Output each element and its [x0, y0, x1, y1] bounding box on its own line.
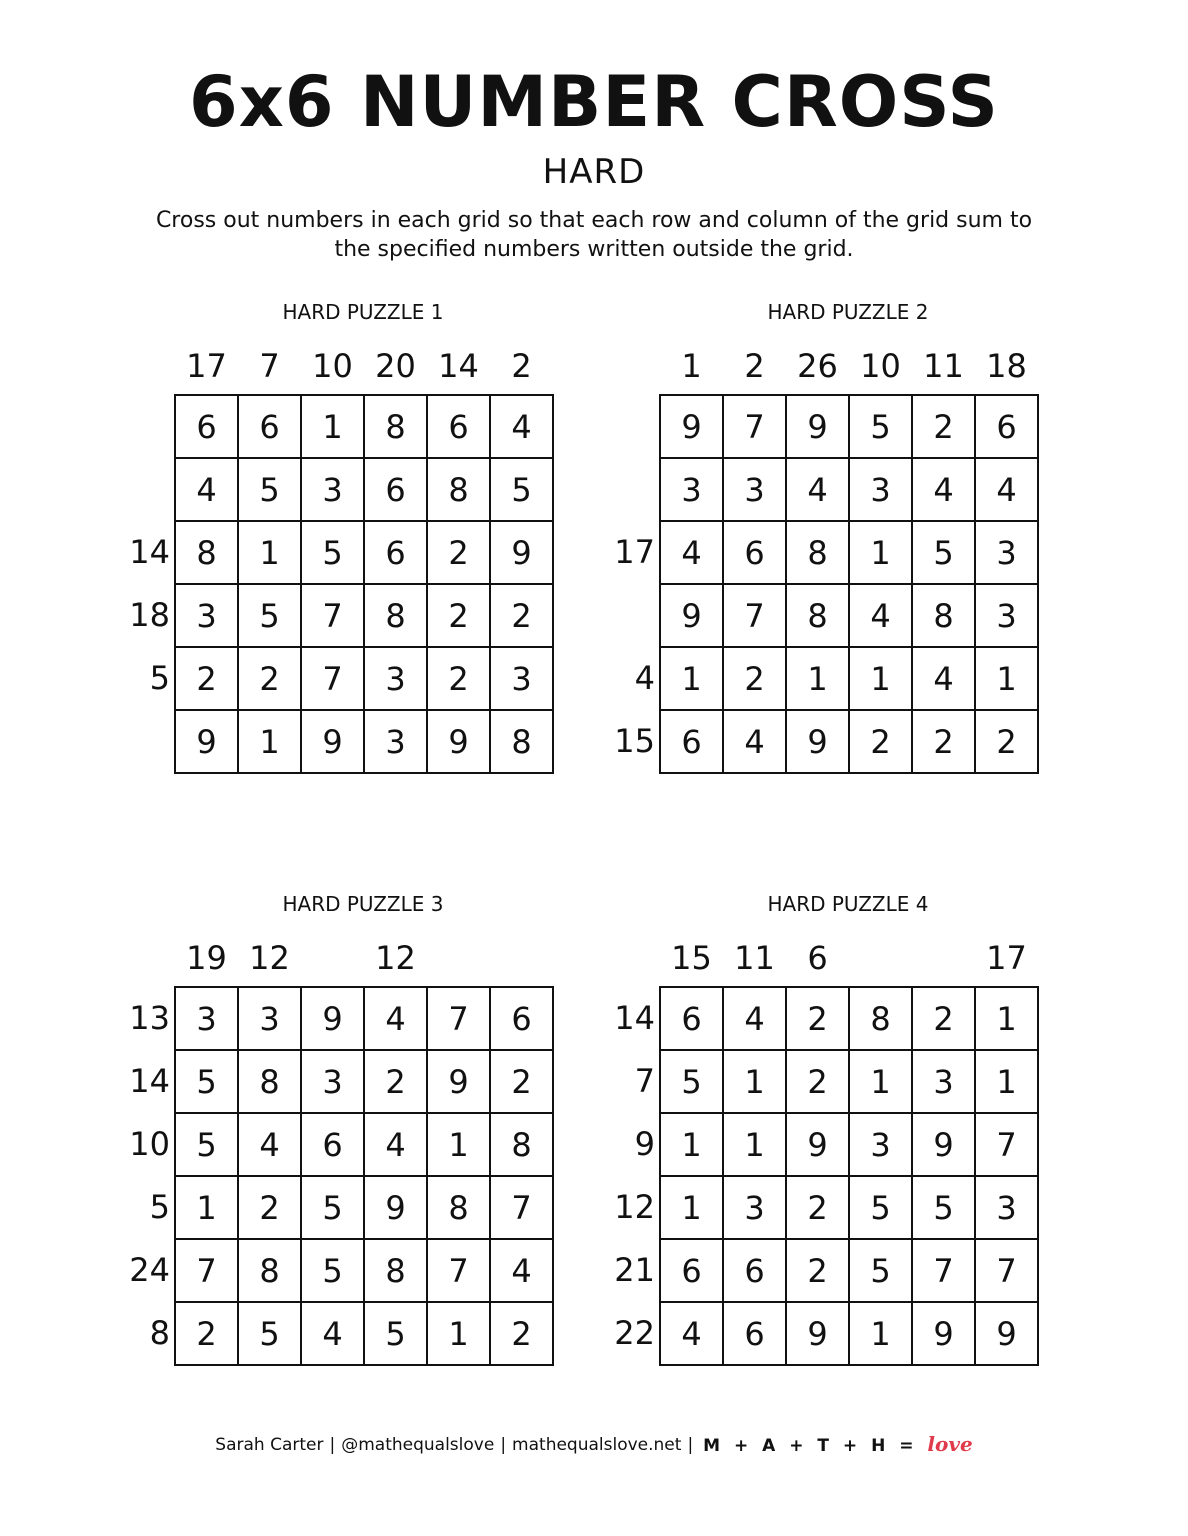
grid-cell[interactable]: 8 [428, 459, 489, 520]
row-clue: 18 [129, 596, 170, 634]
grid-cell[interactable]: 4 [724, 711, 785, 772]
grid-cell[interactable]: 2 [976, 711, 1037, 772]
grid-cell[interactable]: 6 [724, 522, 785, 583]
column-clue: 17 [986, 939, 1027, 977]
puzzle-title: HARD PUZZLE 4 [767, 892, 929, 916]
grid-cell[interactable]: 8 [239, 1051, 300, 1112]
grid-cell[interactable]: 2 [913, 988, 974, 1049]
column-clue: 12 [249, 939, 290, 977]
grid-cell[interactable]: 4 [365, 988, 426, 1049]
grid-cell[interactable]: 5 [302, 1240, 363, 1301]
grid-cell[interactable]: 2 [913, 396, 974, 457]
grid-cell[interactable]: 9 [491, 522, 552, 583]
grid-cell[interactable]: 7 [428, 1240, 489, 1301]
logo-text: M + A + T + H = [703, 1436, 918, 1456]
grid-cell[interactable]: 1 [661, 1177, 722, 1238]
grid-cell[interactable]: 2 [787, 988, 848, 1049]
grid-cell[interactable]: 6 [428, 396, 489, 457]
grid-cell[interactable]: 8 [787, 585, 848, 646]
grid-cell[interactable]: 1 [661, 648, 722, 709]
puzzle-1 [112, 300, 582, 800]
row-clue: 14 [129, 1062, 170, 1100]
grid-cell[interactable]: 6 [661, 1240, 722, 1301]
grid-cell[interactable]: 3 [976, 522, 1037, 583]
row-clue: 15 [614, 722, 655, 760]
row-clue: 7 [634, 1062, 655, 1100]
page-title: 6x6 NUMBER CROSS [189, 61, 999, 143]
row-clue: 24 [129, 1251, 170, 1289]
grid-cell[interactable]: 7 [724, 396, 785, 457]
grid-cell[interactable]: 5 [491, 459, 552, 520]
footer-separator: | [500, 1435, 507, 1455]
grid-cell[interactable]: 1 [850, 522, 911, 583]
grid-cell[interactable]: 2 [428, 585, 489, 646]
grid-cell[interactable]: 3 [302, 1051, 363, 1112]
grid-cell[interactable]: 1 [239, 711, 300, 772]
grid-cell[interactable]: 6 [661, 711, 722, 772]
grid-cell[interactable]: 3 [176, 988, 237, 1049]
grid-cell[interactable]: 1 [661, 1114, 722, 1175]
column-clue: 26 [797, 347, 838, 385]
grid-cell[interactable]: 9 [787, 711, 848, 772]
column-clue: 2 [744, 347, 765, 385]
grid-cell[interactable]: 3 [302, 459, 363, 520]
grid-cell[interactable]: 1 [850, 648, 911, 709]
row-clue: 8 [149, 1314, 170, 1352]
grid-cell[interactable]: 8 [428, 1177, 489, 1238]
grid-cell[interactable]: 5 [850, 1240, 911, 1301]
grid-cell[interactable]: 6 [661, 988, 722, 1049]
grid-cell[interactable]: 9 [176, 711, 237, 772]
grid-cell[interactable]: 4 [176, 459, 237, 520]
puzzle-title: HARD PUZZLE 3 [282, 892, 444, 916]
grid-cell[interactable]: 3 [976, 1177, 1037, 1238]
grid-cell[interactable]: 3 [491, 648, 552, 709]
grid-cell[interactable]: 7 [976, 1114, 1037, 1175]
footer-separator: | [329, 1435, 336, 1455]
grid-cell[interactable]: 5 [365, 1303, 426, 1364]
grid-cell[interactable]: 2 [176, 1303, 237, 1364]
grid-cell[interactable]: 2 [491, 1303, 552, 1364]
grid-cell[interactable]: 5 [913, 522, 974, 583]
grid-cell[interactable]: 4 [239, 1114, 300, 1175]
grid-cell[interactable]: 8 [491, 1114, 552, 1175]
grid-cell[interactable]: 5 [661, 1051, 722, 1112]
column-clue: 20 [375, 347, 416, 385]
grid-cell[interactable]: 9 [302, 711, 363, 772]
puzzle-4 [597, 892, 1067, 1392]
column-clue: 15 [671, 939, 712, 977]
grid-cell[interactable]: 2 [428, 648, 489, 709]
grid-cell[interactable]: 1 [724, 1051, 785, 1112]
grid-cell[interactable]: 7 [491, 1177, 552, 1238]
row-clue: 4 [634, 659, 655, 697]
grid-cell[interactable]: 2 [365, 1051, 426, 1112]
grid-cell[interactable]: 1 [976, 988, 1037, 1049]
row-clue: 9 [634, 1125, 655, 1163]
logo-love: love [927, 1432, 973, 1456]
column-clue: 6 [807, 939, 828, 977]
grid-cell[interactable]: 7 [428, 988, 489, 1049]
difficulty-subtitle: HARD [542, 152, 646, 192]
column-clue: 17 [186, 347, 227, 385]
column-clue: 2 [511, 347, 532, 385]
grid-cell[interactable]: 7 [302, 585, 363, 646]
column-clue: 19 [186, 939, 227, 977]
grid-cell[interactable]: 6 [365, 459, 426, 520]
grid-cell[interactable]: 4 [491, 1240, 552, 1301]
number-grid [659, 986, 1039, 1366]
grid-cell[interactable]: 4 [913, 648, 974, 709]
grid-cell[interactable]: 2 [724, 648, 785, 709]
grid-cell[interactable]: 2 [913, 711, 974, 772]
grid-cell[interactable]: 2 [176, 648, 237, 709]
grid-cell[interactable]: 1 [724, 1114, 785, 1175]
grid-cell[interactable]: 4 [661, 1303, 722, 1364]
grid-cell[interactable]: 6 [976, 396, 1037, 457]
grid-cell[interactable]: 7 [913, 1240, 974, 1301]
grid-cell[interactable]: 4 [787, 459, 848, 520]
column-clue: 10 [312, 347, 353, 385]
grid-cell[interactable]: 8 [365, 396, 426, 457]
grid-cell[interactable]: 7 [176, 1240, 237, 1301]
grid-cell[interactable]: 9 [302, 988, 363, 1049]
grid-cell[interactable]: 2 [491, 1051, 552, 1112]
grid-cell[interactable]: 3 [239, 988, 300, 1049]
grid-cell[interactable]: 1 [239, 522, 300, 583]
grid-cell[interactable]: 5 [850, 396, 911, 457]
grid-cell[interactable]: 9 [913, 1114, 974, 1175]
grid-cell[interactable]: 4 [302, 1303, 363, 1364]
grid-cell[interactable]: 9 [661, 396, 722, 457]
row-clue: 14 [614, 999, 655, 1037]
grid-cell[interactable]: 6 [724, 1303, 785, 1364]
column-clue: 7 [259, 347, 280, 385]
grid-cell[interactable]: 4 [976, 459, 1037, 520]
grid-cell[interactable]: 8 [850, 988, 911, 1049]
grid-cell[interactable]: 1 [302, 396, 363, 457]
grid-cell[interactable]: 9 [365, 1177, 426, 1238]
grid-cell[interactable]: 5 [239, 1303, 300, 1364]
grid-cell[interactable]: 3 [724, 1177, 785, 1238]
footer-website: mathequalslove.net [512, 1435, 682, 1455]
grid-cell[interactable]: 8 [365, 1240, 426, 1301]
grid-cell[interactable]: 8 [913, 585, 974, 646]
grid-cell[interactable]: 3 [724, 459, 785, 520]
grid-cell[interactable]: 4 [491, 396, 552, 457]
grid-cell[interactable]: 5 [176, 1051, 237, 1112]
grid-cell[interactable]: 6 [491, 988, 552, 1049]
grid-cell[interactable]: 2 [428, 522, 489, 583]
row-clue: 14 [129, 533, 170, 571]
row-clue: 22 [614, 1314, 655, 1352]
column-clue: 1 [681, 347, 702, 385]
grid-cell[interactable]: 2 [491, 585, 552, 646]
grid-cell[interactable]: 9 [787, 1303, 848, 1364]
grid-cell[interactable]: 5 [850, 1177, 911, 1238]
grid-cell[interactable]: 2 [850, 711, 911, 772]
grid-cell[interactable]: 9 [661, 585, 722, 646]
grid-cell[interactable]: 6 [302, 1114, 363, 1175]
grid-cell[interactable]: 3 [365, 648, 426, 709]
puzzle-2 [597, 300, 1067, 800]
grid-cell[interactable]: 1 [976, 1051, 1037, 1112]
grid-cell[interactable]: 3 [976, 585, 1037, 646]
puzzle-title: HARD PUZZLE 2 [767, 300, 929, 324]
grid-cell[interactable]: 5 [239, 585, 300, 646]
footer-separator: | [687, 1435, 694, 1455]
grid-cell[interactable]: 9 [428, 711, 489, 772]
number-grid [174, 394, 554, 774]
grid-cell[interactable]: 2 [239, 648, 300, 709]
row-clue: 13 [129, 999, 170, 1037]
grid-cell[interactable]: 8 [176, 522, 237, 583]
grid-cell[interactable]: 5 [239, 459, 300, 520]
grid-cell[interactable]: 7 [724, 585, 785, 646]
grid-cell[interactable]: 1 [787, 648, 848, 709]
grid-cell[interactable]: 4 [724, 988, 785, 1049]
grid-cell[interactable]: 5 [176, 1114, 237, 1175]
grid-cell[interactable]: 7 [976, 1240, 1037, 1301]
grid-cell[interactable]: 6 [724, 1240, 785, 1301]
grid-cell[interactable]: 2 [239, 1177, 300, 1238]
column-clue: 11 [734, 939, 775, 977]
grid-cell[interactable]: 3 [661, 459, 722, 520]
grid-cell[interactable]: 4 [661, 522, 722, 583]
grid-cell[interactable]: 9 [428, 1051, 489, 1112]
footer-author: Sarah Carter [215, 1435, 324, 1455]
grid-cell[interactable]: 8 [491, 711, 552, 772]
grid-cell[interactable]: 3 [850, 459, 911, 520]
grid-cell[interactable]: 5 [302, 522, 363, 583]
grid-cell[interactable]: 1 [176, 1177, 237, 1238]
grid-cell[interactable]: 1 [428, 1114, 489, 1175]
grid-cell[interactable]: 9 [913, 1303, 974, 1364]
grid-cell[interactable]: 2 [787, 1240, 848, 1301]
grid-cell[interactable]: 4 [850, 585, 911, 646]
grid-cell[interactable]: 6 [365, 522, 426, 583]
number-grid [659, 394, 1039, 774]
grid-cell[interactable]: 2 [787, 1051, 848, 1112]
grid-cell[interactable]: 1 [850, 1303, 911, 1364]
column-clue: 10 [860, 347, 901, 385]
row-clue: 10 [129, 1125, 170, 1163]
grid-cell[interactable]: 8 [365, 585, 426, 646]
column-clue: 11 [923, 347, 964, 385]
grid-cell[interactable]: 6 [239, 396, 300, 457]
footer-handle: @mathequalslove [341, 1435, 495, 1455]
grid-cell[interactable]: 7 [302, 648, 363, 709]
number-grid [174, 986, 554, 1366]
instructions: Cross out numbers in each grid so that each row and column of the grid sum to the specified numbers written outside the grid. [155, 208, 1033, 262]
row-clue: 12 [614, 1188, 655, 1226]
grid-cell[interactable]: 9 [787, 1114, 848, 1175]
grid-cell[interactable]: 1 [850, 1051, 911, 1112]
puzzle-3 [112, 892, 582, 1392]
grid-cell[interactable]: 5 [302, 1177, 363, 1238]
grid-cell[interactable]: 1 [428, 1303, 489, 1364]
puzzle-title: HARD PUZZLE 1 [282, 300, 444, 324]
grid-cell[interactable]: 9 [976, 1303, 1037, 1364]
grid-cell[interactable]: 3 [913, 1051, 974, 1112]
grid-cell[interactable]: 9 [787, 396, 848, 457]
grid-cell[interactable]: 4 [365, 1114, 426, 1175]
column-clue: 18 [986, 347, 1027, 385]
brand-logo [703, 1432, 973, 1458]
column-clue: 14 [438, 347, 479, 385]
grid-cell[interactable]: 8 [787, 522, 848, 583]
column-clue: 12 [375, 939, 416, 977]
grid-cell[interactable]: 1 [976, 648, 1037, 709]
grid-cell[interactable]: 4 [913, 459, 974, 520]
grid-cell[interactable]: 2 [787, 1177, 848, 1238]
footer [0, 1432, 1188, 1458]
grid-cell[interactable]: 5 [913, 1177, 974, 1238]
row-clue: 5 [149, 1188, 170, 1226]
grid-cell[interactable]: 3 [365, 711, 426, 772]
grid-cell[interactable]: 8 [239, 1240, 300, 1301]
row-clue: 21 [614, 1251, 655, 1289]
grid-cell[interactable]: 6 [176, 396, 237, 457]
row-clue: 5 [149, 659, 170, 697]
row-clue: 17 [614, 533, 655, 571]
grid-cell[interactable]: 3 [850, 1114, 911, 1175]
grid-cell[interactable]: 3 [176, 585, 237, 646]
